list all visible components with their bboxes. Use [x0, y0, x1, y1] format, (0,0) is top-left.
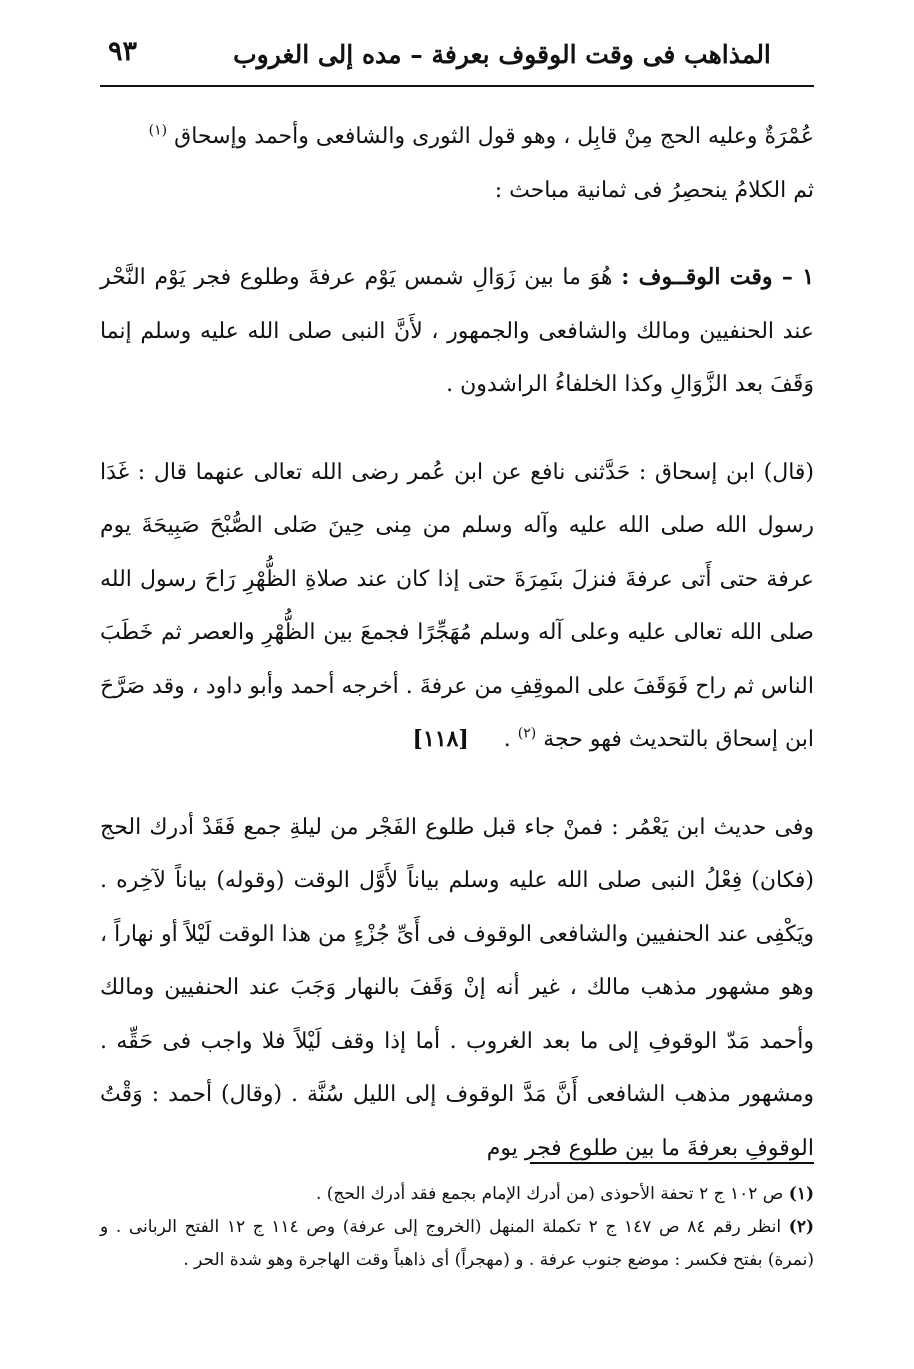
- footnote-1: [100, 1178, 814, 1211]
- footnote-1-number: (١): [788, 1184, 814, 1204]
- page-number: ٩٣: [108, 36, 138, 67]
- hadith-number: [١١٨]: [412, 726, 469, 752]
- footnote-ref-1: (١): [148, 122, 168, 139]
- paragraph-1-text: عُمْرَةٌ وعليه الحج مِنْ قابِل ، وهو قول الثورى والشافعى وأحمد وإسحاق: [174, 124, 814, 149]
- footnotes: [100, 1178, 814, 1277]
- paragraph-4: [100, 801, 814, 1176]
- paragraph-2: [100, 251, 814, 412]
- paragraph-4-text: وفى حديث ابن يَعْمُر : فمنْ جاء قبل طلوع الفَجْر من ليلةِ جمع فَقَدْ أدرك الحج (فكان) فِعْلُ النبى صلى الله عليه وسلم بياناً لأَوَّل الوقت (وقوله) بياناً لآخِره . ويَكْفِى عند الحنفيين والشافعى الوقوف فى أَىِّ جُزْءٍ من هذا الوقت لَيْلاً أو نهاراً ، وهو مشهور مذهب مالك ، غير أنه إنْ وَقَفَ بالنهار وَجَبَ عند الحنفيين ومالك وأحمد مَدّ الوقوفِ إلى ما بعد الغروب . أما إذا وقف لَيْلاً فلا واجب فى حَقِّه . ومشهور مذهب الشافعى أَنَّ مَدَّ الوقوف إلى الليل سُنَّة . (وقال) أحمد : وَقْتُ الوقوفِ بعرفةَ ما بين طلوع فجر يوم: [100, 814, 814, 1161]
- paragraph-3-text: (قال) ابن إسحاق : حَدَّثنى نافع عن ابن عُمر رضى الله تعالى عنهما قال : غَدَا رسول الله صلى الله عليه وآله وسلم من مِنى حِينَ صَلى الصُّبْحَ صَبِيحَةَ يوم عرفة حتى أَتى عرفةَ فنزلَ بنَمِرَةَ حتى إذا كان عند صلاةِ الظُّهْرِ رَاحَ رسول الله صلى الله تعالى عليه وعلى آله وسلم مُهَجِّرًا فجمعَ بين الظُّهْرِ والعصر ثم خَطَبَ الناس ثم راح فَوَقَفَ على الموقِفِ من عرفةَ . أخرجه أحمد وأبو داود ، وقد صَرَّحَ ابن إسحاق بالتحديث فهو حجة: [100, 459, 814, 752]
- footnote-2-number: (٢): [788, 1217, 814, 1237]
- running-title: المذاهب فى وقت الوقوف بعرفة – مده إلى الغروب: [233, 40, 771, 69]
- footnote-rule: [530, 1162, 814, 1164]
- section-heading: ١ – وقت الوقــوف :: [621, 264, 815, 290]
- footnote-2-text: انظر رقم ٨٤ ص ١٤٧ ج ٢ تكملة المنهل (الخروج إلى عرفة) وص ١١٤ ج ١٢ الفتح الربانى . و (نمرة) بفتح فكسر : موضع جنوب عرفة . و (مهجراً) أى ذاهباً وقت الهاجرة وهو شدة الحر .: [100, 1217, 814, 1270]
- main-text: [100, 110, 814, 1175]
- paragraph-1: [100, 110, 814, 217]
- paragraph-1-continuation: ثم الكلامُ ينحصِرُ فى ثمانية مباحث :: [494, 177, 814, 203]
- footnote-1-text: ص ١٠٢ ج ٢ تحفة الأحوذى (من أدرك الإمام بجمع فقد أدرك الحج) .: [315, 1184, 784, 1204]
- header-rule: [100, 85, 814, 87]
- paragraph-3: [100, 446, 814, 767]
- footnote-ref-2: (٢): [517, 725, 537, 742]
- paragraph-2-text: هُوَ ما بين زَوَالِ شمس يَوْم عرفةَ وطلوع فجر يَوْم النَّحْر عند الحنفيين ومالك والشافعى والجمهور ، لأَنَّ النبى صلى الله عليه وسلم إنما وَقَفَ بعد الزَّوَالِ وكذا الخلفاءُ الراشدون .: [100, 265, 814, 397]
- footnote-2: [100, 1211, 814, 1277]
- page-header: [100, 30, 814, 86]
- paragraph-3-continuation: .: [503, 727, 511, 752]
